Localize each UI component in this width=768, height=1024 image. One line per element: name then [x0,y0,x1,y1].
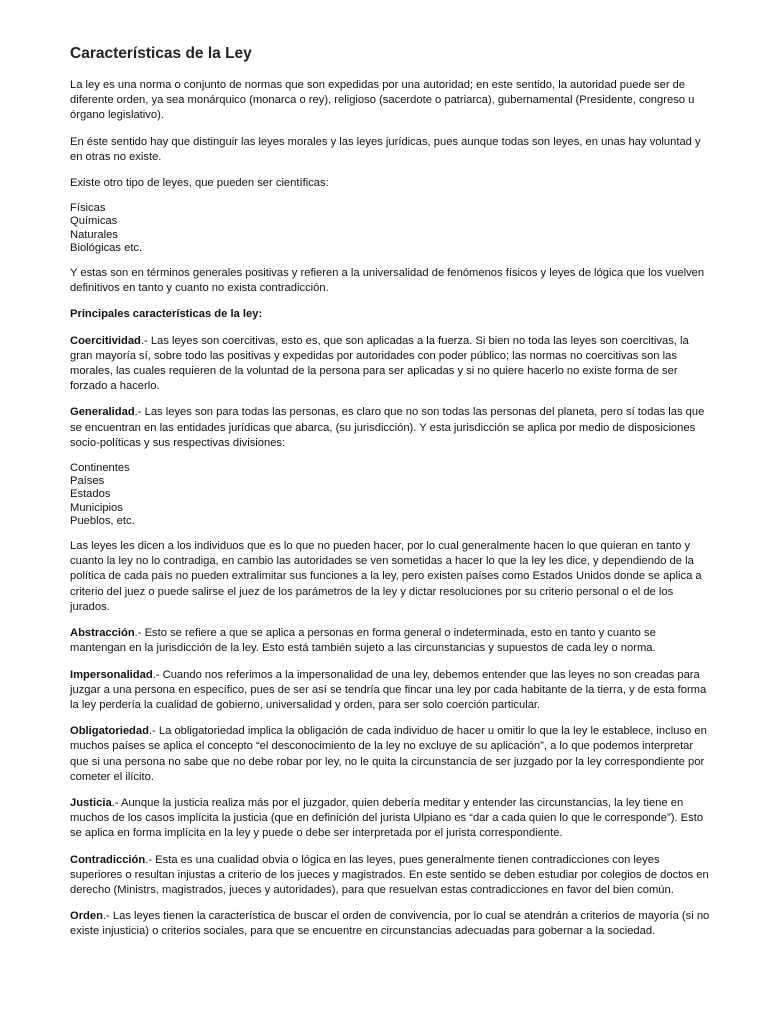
section-term: Justicia [70,796,112,809]
section-term: Orden [70,910,103,923]
list-item: Estados [70,488,111,501]
section-term: Abstracción [70,627,135,640]
section-text: .- Las leyes tienen la característica de buscar el orden de convivencia, por lo cual se atendrán a criterios de mayoría (si no existe injusticia) o criterios sociales, para que se encuentre en circunstancias adecuadas para gobernar a la sociedad. [70,910,710,938]
list-item: Municipios [70,501,123,514]
science-list [70,202,712,255]
principal-heading: Principales características de la ley: [70,308,263,321]
section-text: .- Las leyes son coercitivas, esto es, que son aplicadas a la fuerza. Si bien no toda las leyes son coercitivas, la gran mayoría sí, sobre todo las positivas y expedidas por autoridades con poder público; las normas no coercitivas son las morales, las cuales requieren de la voluntad de la persona para ser aplicadas y si no quiere hacerlo no existe forma de ser forzado a hacerlo. [70,334,689,393]
section-text: .- Esta es una cualidad obvia o lógica en las leyes, pues generalmente tienen contradicciones con leyes superiores o resultan injustas a criterio de los jueces y magistrados. En este sentido se deben estudiar por colegios de doctos en derecho (Ministrs, magistrados, jueces y autoridades), para que resuelvan estas contradicciones en favor del bien común. [70,853,709,896]
section-text: .- Las leyes son para todas las personas, es claro que no son todas las personas del planeta, pero sí todas las que se encuentran en las entidades jurídicas que abarca, (su jurisdicción). Y esta jurisdicción se aplica por medio de disposiciones socio-políticas y sus respectivas divisiones: [70,406,705,449]
section-obligatoriedad [70,724,712,785]
section-text: .- Esto se refiere a que se aplica a personas en forma general o indeterminada, esto en tanto y cuanto se mantengan en la jurisdicción de la ley. Esto está también sujeto a las circunstancias y supuestos de cada ley o norma. [70,627,656,655]
intro-paragraph-1: La ley es una norma o conjunto de normas que son expedidas por una autoridad; en este sentido, la autoridad puede ser de diferente orden, ya sea monárquico (monarca o rey), religioso (sacerdote o patriarca), gubernamental (Presidente, congreso u órgano legislativo). [70,79,695,122]
list-item: Naturales [70,228,118,241]
section-text: .- Cuando nos referimos a la impersonalidad de una ley, debemos entender que las leyes no son creadas para juzgar a una persona en específico, pues de ser así se tendría que fincar una ley por cada habitante de la tierra, y de esta forma la ley perdería la cualidad de gobierno, universalidad y orden, para ser solo coerción particular. [70,668,707,711]
section-term: Coercitividad [70,334,141,347]
section-term: Obligatoriedad [70,725,149,738]
section-justicia [70,796,712,842]
section-text: .- Aunque la justicia realiza más por el juzgador, quien debería meditar y entender las circunstancias, la ley tiene en muchos de los casos implícita la justicia (que en definición del jurista Ulpiano es “dar a cada quien lo que le corresponde”). Esto se aplica en forma implícita en la ley y puede o debe ser interpretada por el jurista correspondiente. [70,796,704,840]
list-item: Pueblos, etc. [70,514,135,527]
intro-paragraph-3: Existe otro tipo de leyes, que pueden ser científicas: [70,177,329,190]
list-item: Países [70,475,105,488]
section-contradiccion [70,853,712,899]
list-item: Físicas [70,202,106,215]
section-coercitividad [70,334,712,395]
division-list [70,462,712,528]
section-abstraccion [70,626,712,656]
division-paragraph: Las leyes les dicen a los individuos que es lo que no pueden hacer, por lo cual generalmente hacen lo que quieran en tanto y cuanto la ley no lo contradiga, en cambio las autoridades se ven sometidas a hacer lo que la ley les dice, y dependiendo de la política de cada país no pueden extralimitar sus funciones a la ley, pero existen países como Estados Unidos donde se aplica a criterio del juez o puede salirse el juez de los parámetros de la ley y dictar resoluciones por su criterio personal o el de los jurados. [70,540,702,613]
intro-paragraph-2: En éste sentido hay que distinguir las leyes morales y las leyes jurídicas, pues aunque todas son leyes, en unas hay voluntad y en otras no existe. [70,135,701,163]
list-item: Continentes [70,462,130,475]
list-item: Biológicas etc. [70,241,143,254]
science-paragraph: Y estas son en términos generales positivas y refieren a la universalidad de fenómenos físicos y leyes de lógica que los vuelven definitivos en tanto y cuanto no exista contradicción. [70,267,705,295]
section-orden [70,909,712,939]
document-title: Características de la Ley [70,45,252,62]
section-impersonalidad [70,668,712,714]
section-term: Generalidad [70,406,135,419]
section-text: .- La obligatoriedad implica la obligación de cada individuo de hacer u omitir lo que la ley le establece, incluso en muchos países se aplica el concepto “el desconocimiento de la ley no excluye de su aplicación”, a lo que podemos interpretar que si una persona no sabe que no debe robar por ley, no le quita la circunstancia de ser juzgado por la ley correspondiente por cometer el ilícito. [70,725,707,783]
section-term: Impersonalidad [70,668,153,681]
section-generalidad [70,405,712,451]
section-term: Contradicción [70,853,146,866]
list-item: Químicas [70,215,118,228]
